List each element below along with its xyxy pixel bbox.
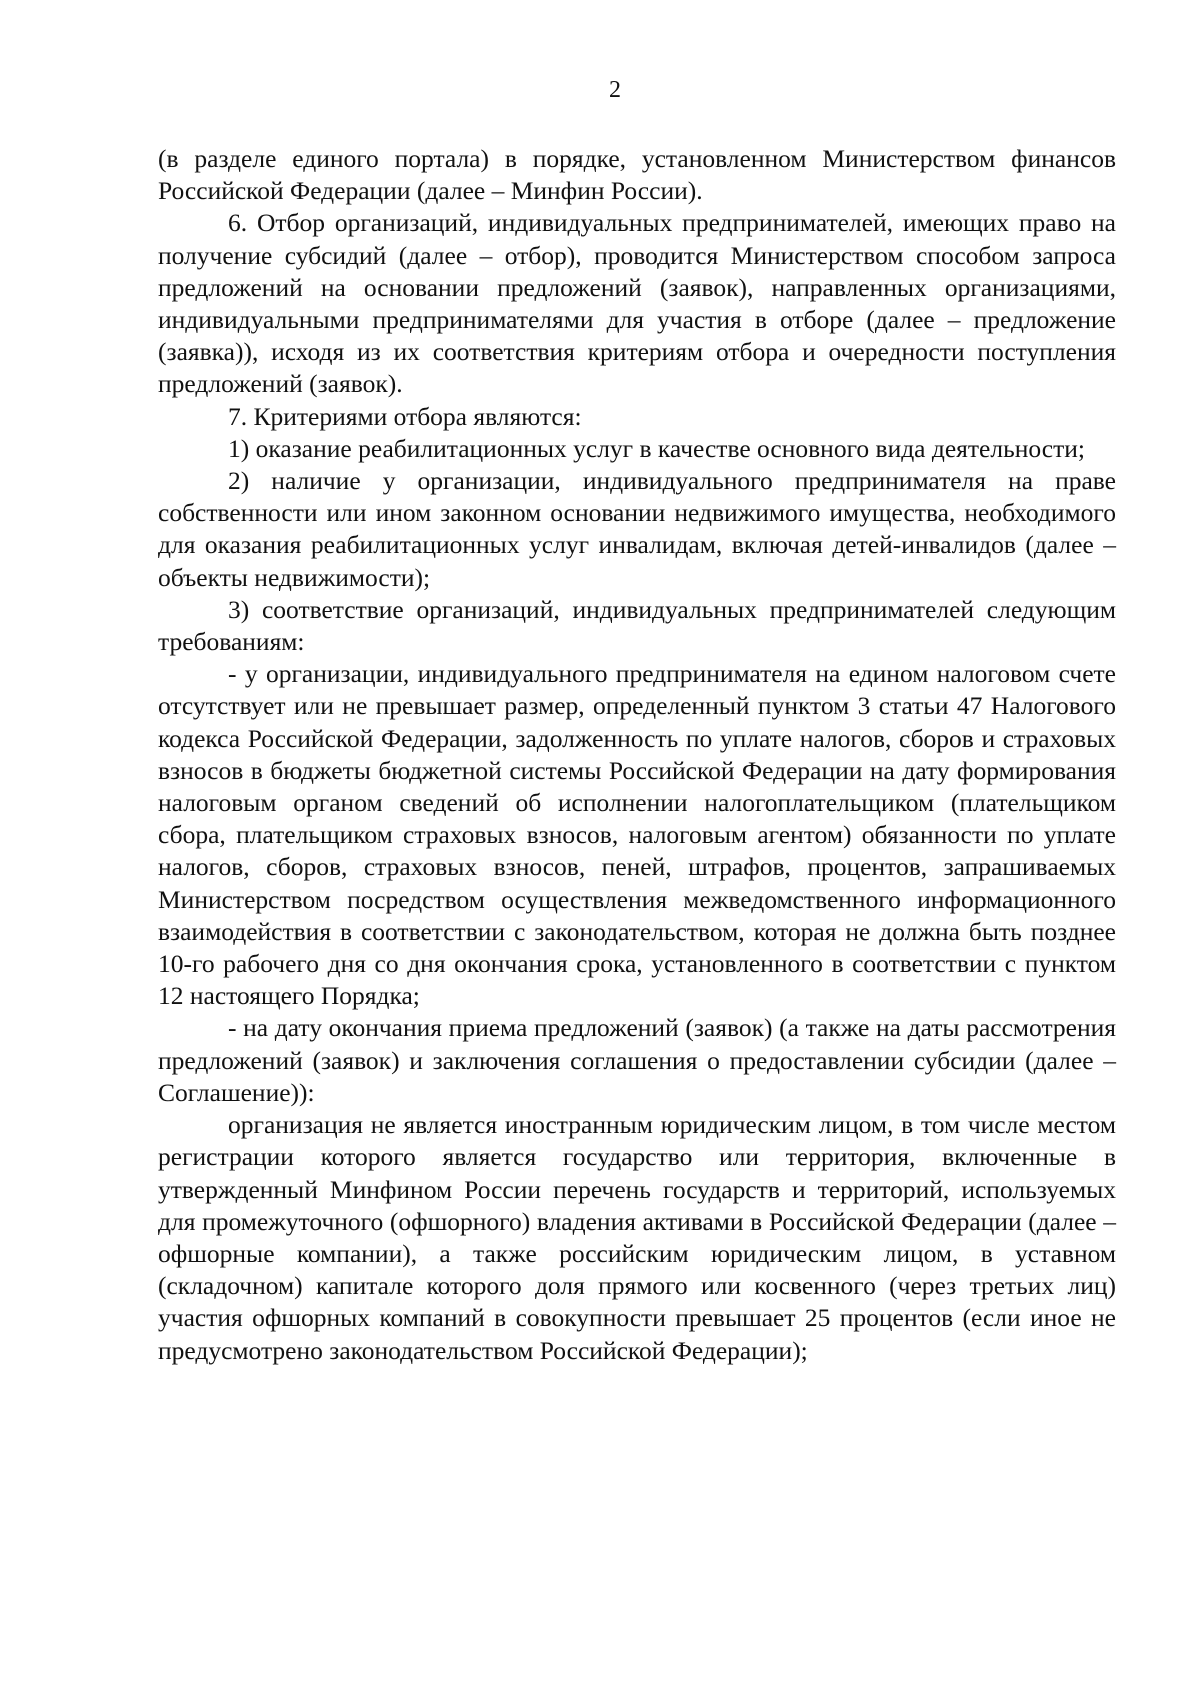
paragraph: - на дату окончания приема предложений (заявок) (а также на даты рассмотрения предложений (заявок) и заключения соглашения о предоставлении субсидии (далее – Соглашение)):	[158, 1013, 1116, 1107]
paragraph: 2) наличие у организации, индивидуального предпринимателя на праве собственности или ином законном основании недвижимого имущества, необходимого для оказания реабилитационных услуг инвалидам, включая детей-инвалидов (далее – объекты недвижимости);	[158, 466, 1116, 592]
paragraph: организация не является иностранным юридическим лицом, в том числе местом регистрации которого является государство или территория, включенные в утвержденный Минфином России перечень государств и территорий, используемых для промежуточного (офшорного) владения активами в Российской Федерации (далее – офшорные компании), а также российским юридическим лицом, в уставном (складочном) капитале которого доля прямого или косвенного (через третьих лиц) участия офшорных компаний в совокупности превышает 25 процентов (если иное не предусмотрено законодательством Российской Федерации);	[158, 1110, 1116, 1365]
paragraph: 6. Отбор организаций, индивидуальных предпринимателей, имеющих право на получение субсидий (далее – отбор), проводится Министерством способом запроса предложений на основании предложений (заявок), направленных организациями, индивидуальными предпринимателями для участия в отборе (далее – предложение (заявка)), исходя из их соответствия критериям отбора и очередности поступления предложений (заявок).	[158, 208, 1116, 399]
paragraph: 7. Критериями отбора являются:	[228, 401, 582, 431]
paragraph: - у организации, индивидуального предпринимателя на едином налоговом счете отсутствует или не превышает размер, определенный пунктом 3 статьи 47 Налогового кодекса Российской Федерации, задолженность по уплате налогов, сборов и страховых взносов в бюджеты бюджетной системы Российской Федерации на дату формирования налоговым органом сведений об исполнении налогоплательщиком (плательщиком сбора, плательщиком страховых взносов, налоговым агентом) обязанности по уплате налогов, сборов, страховых взносов, пеней, штрафов, процентов, запрашиваемых Министерством посредством осуществления межведомственного информационного взаимодействия в соответствии с законодательством, которая не должна быть позднее 10-го рабочего дня со дня окончания срока, установленного в соответствии с пунктом 12 настоящего Порядка;	[158, 659, 1116, 1011]
paragraph: (в разделе единого портала) в порядке, установленном Министерством финансов Российской Федерации (далее – Минфин России).	[158, 144, 1116, 206]
page-number: 2	[609, 77, 621, 103]
paragraph: 3) соответствие организаций, индивидуальных предпринимателей следующим требованиям:	[158, 594, 1116, 657]
paragraph: 1) оказание реабилитационных услуг в качестве основного вида деятельности;	[228, 433, 1085, 463]
document-body	[158, 143, 1116, 1367]
